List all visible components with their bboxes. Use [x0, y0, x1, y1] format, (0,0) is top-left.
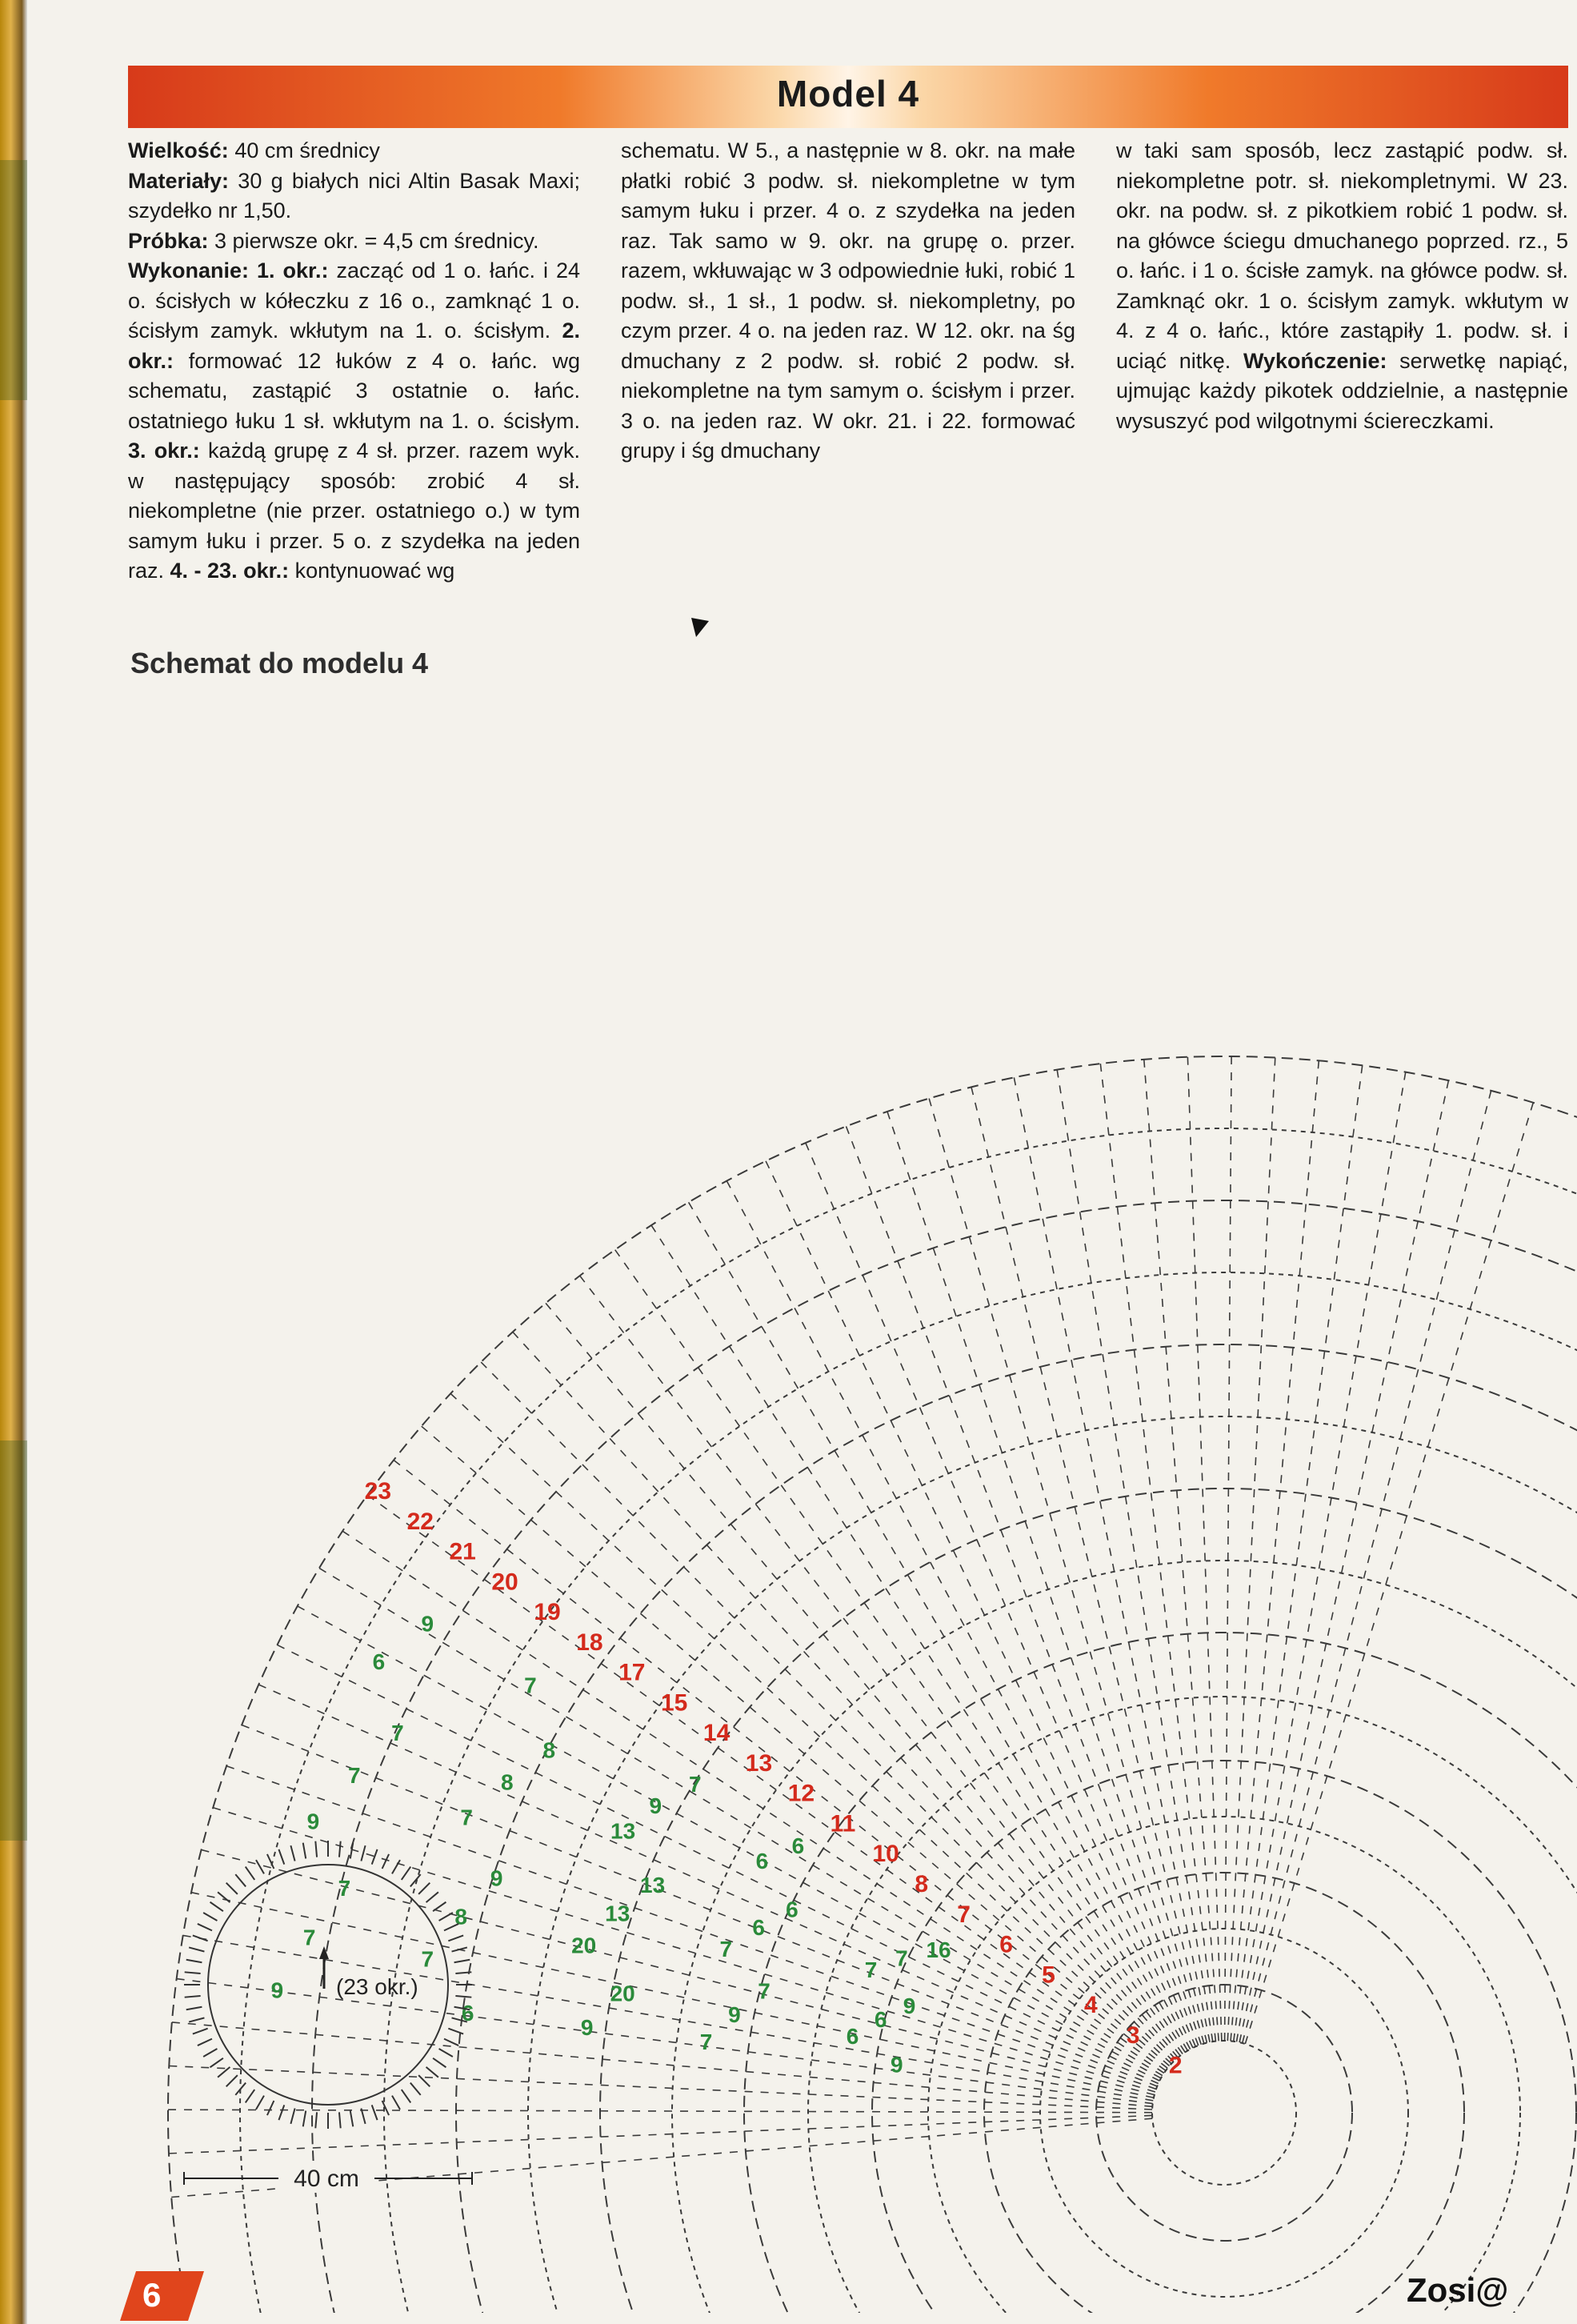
label-round2: 2. okr.:	[128, 319, 580, 373]
row-label-green: 8	[454, 1904, 467, 1929]
label-round3: 3. okr.:	[128, 439, 200, 463]
chart-spoke	[1231, 1060, 1319, 2041]
text-round3: każdą grupę z 4 sł. przer. razem wyk. w następujący sposób: zrobić 4 sł. niekompletne (nie przer. ostatniego o.) w tym samym łuku i przer. 5 o. z szydełka na jeden raz.	[128, 439, 580, 583]
chart-ring	[928, 1817, 1520, 2313]
page-edge	[0, 0, 27, 2324]
picot-mark	[315, 1841, 317, 1857]
picot-mark	[267, 2101, 274, 2115]
chart-spoke	[651, 1225, 1185, 2052]
size-diagram	[160, 1817, 496, 2233]
row-label-red: 8	[915, 1871, 929, 1898]
label-materials: Materiały:	[128, 168, 230, 193]
edge-shade	[0, 160, 27, 400]
edge-shade	[0, 1440, 27, 1841]
row-label-red: 11	[830, 1810, 856, 1837]
row-label-green: 13	[640, 1873, 666, 1898]
row-label-green: 6	[372, 1649, 386, 1674]
picot-mark	[361, 1845, 365, 1861]
chart-spoke	[1243, 1091, 1491, 2043]
picot-mark	[382, 2101, 389, 2115]
picot-mark	[339, 2112, 341, 2128]
row-label-green: 6	[752, 1915, 765, 1941]
row-label-red: 3	[1126, 2021, 1140, 2049]
text-sample: 3 pierwsze okr. = 4,5 cm średnicy.	[208, 228, 539, 253]
picot-mark	[210, 2058, 223, 2067]
picot-mark	[315, 2112, 317, 2128]
picot-mark	[410, 2083, 421, 2095]
picot-mark	[392, 2096, 400, 2110]
picot-mark	[198, 2039, 212, 2046]
row-label-green: 7	[688, 1771, 702, 1797]
picot-mark	[439, 2049, 453, 2057]
row-label-green: 6	[755, 1849, 769, 1874]
chart-spoke	[450, 1393, 1171, 2063]
chart-spoke	[887, 1112, 1201, 2045]
picot-mark	[392, 1860, 400, 1873]
picot-mark	[426, 2067, 438, 2078]
picot-mark	[193, 1935, 208, 1941]
chart-spoke	[1187, 1057, 1221, 2041]
row-label-green: 9	[903, 1993, 916, 2018]
row-label-green: 6	[874, 2007, 887, 2033]
row-label-red: 5	[1042, 1961, 1055, 1989]
row-label-green: 8	[542, 1737, 556, 1763]
picot-mark	[433, 2058, 446, 2067]
row-label-green: 6	[786, 1897, 799, 1922]
chart-spoke	[1236, 1072, 1405, 2042]
picot-mark	[235, 2083, 246, 2095]
row-label-green: 7	[864, 1957, 878, 1982]
chart-spoke	[1245, 1103, 1533, 2044]
row-label-green: 7	[895, 1945, 908, 1971]
picot-mark	[444, 2039, 458, 2046]
chart-spoke	[1100, 1064, 1215, 2042]
page-number: 6	[142, 2276, 162, 2314]
row-label-green: 13	[605, 1901, 630, 1926]
picot-mark	[448, 1935, 463, 1941]
picot-mark	[210, 1902, 223, 1911]
row-label-red: 14	[702, 1720, 730, 1747]
chart-spoke	[422, 1426, 1170, 2066]
picot-mark	[372, 2105, 378, 2120]
text-column-3: w taki sam sposób, lecz zastąpić podw. sł. niekompletne potr. sł. niekompletnymi. W 23. okr. na podw. sł. z pikotkiem robić 1 podw. sł. na główce ściegu dmuchanego poprzed. rz., 5 o. łańc. i 1 o. ścisłe zamyk. na główce podw. sł. Zamknąć okr. 1 o. ścisłym zamyk. wkłutym w 4. z 4 o. łańc., które zastąpiły 1. podw. sł. i uciąć nitkę.	[1116, 138, 1568, 373]
row-label-red: 6	[999, 1931, 1013, 1958]
row-label-red: 19	[534, 1599, 561, 1626]
picot-mark	[246, 2090, 254, 2102]
picot-mark	[203, 1913, 217, 1921]
picot-mark	[303, 2111, 306, 2127]
picot-mark	[382, 1854, 389, 1869]
picot-mark	[193, 2029, 208, 2034]
row-label-red: 21	[449, 1538, 476, 1565]
picot-mark	[426, 1892, 438, 1902]
chart-spoke	[806, 1143, 1195, 2046]
row-label-green: 7	[460, 1805, 473, 1830]
page-title: Model 4	[776, 73, 920, 114]
chart-spoke	[1057, 1070, 1213, 2042]
label-size: Wielkość:	[128, 138, 229, 162]
text-rounds4-23: kontynuować wg	[289, 559, 455, 583]
picot-mark	[278, 1849, 284, 1865]
chart-spoke	[846, 1126, 1198, 2045]
instructions-column-2	[621, 136, 1075, 467]
row-label-red: 10	[872, 1841, 899, 1868]
row-label-red: 22	[406, 1508, 434, 1535]
text-column-2: schematu. W 5., a następnie w 8. okr. na małe płatki robić 3 podw. sł. niekompletne w tym samym łuku i przer. 4 o. z szydełka na jeden raz. Tak samo w 9. okr. na grupę o. przer. razem, wkłuwając w 3 odpowiednie łuki, robić 1 podw. sł., 1 sł., 1 podw. sł. niekompletny, po czym przer. 4 o. na jeden raz. W 12. okr. na śg dmuchany z 2 podw. sł. robić 2 podw. sł. niekompletne na tym samym o. ścisłym i przer. 3 o. na jeden raz. W okr. 21. i 22. formować grupy i śg dmuchany	[621, 138, 1075, 463]
row-label-green: 13	[610, 1818, 636, 1844]
row-label-green: 6	[846, 2024, 859, 2050]
chart-spoke	[1234, 1065, 1363, 2041]
chart-spoke	[766, 1161, 1193, 2048]
row-label-red: 7	[957, 1901, 971, 1928]
row-label-green: 20	[571, 1933, 597, 1958]
chart-spoke	[1144, 1060, 1219, 2041]
picot-mark	[444, 1924, 458, 1930]
picot-mark	[418, 2075, 430, 2086]
picot-mark	[303, 1843, 306, 1859]
chart-spoke	[580, 1276, 1180, 2056]
picot-mark	[350, 2111, 353, 2127]
picot-mark	[439, 1913, 453, 1921]
arrow-head-icon	[319, 1946, 329, 1959]
picot-mark	[198, 1924, 212, 1930]
text-materials: 30 g białych nici Altin Basak Maxi; szydełko nr 1,50.	[128, 168, 580, 222]
picot-mark	[402, 1867, 410, 1880]
chart-spoke	[513, 1332, 1176, 2059]
picot-mark	[235, 1874, 246, 1886]
row-label-green: 9	[306, 1809, 320, 1834]
chart-ring	[672, 1561, 1577, 2313]
instructions-column-1	[128, 136, 580, 587]
row-label-green: 9	[421, 1611, 434, 1637]
text-finishing: serwetkę napiąć, ujmując każdy pikotek oddzielnie, a następnie wysuszyć pod wilgotnymi ściereczkami.	[1116, 348, 1568, 433]
picot-mark	[256, 2096, 264, 2110]
picot-mark	[339, 1841, 341, 1857]
picot-mark	[350, 1843, 353, 1859]
row-label-green: 7	[302, 1925, 316, 1950]
row-label-red: 18	[576, 1629, 603, 1656]
row-label-green: 9	[891, 2052, 903, 2078]
row-label-red: 13	[745, 1749, 773, 1777]
row-label-green: 9	[649, 1793, 662, 1818]
chart-spoke	[1227, 1058, 1275, 2042]
picot-mark	[186, 2007, 202, 2009]
diagram-title: Schemat do modelu 4	[130, 647, 429, 679]
picot-mark	[290, 2109, 294, 2124]
picot-mark	[454, 2007, 470, 2009]
picot-mark	[185, 1972, 201, 1973]
row-label-green: 9	[270, 1977, 284, 2003]
picot-mark	[186, 1960, 202, 1962]
row-label-green: 7	[524, 1673, 537, 1698]
text-size: 40 cm średnicy	[228, 138, 380, 162]
picot-mark	[455, 1996, 471, 1997]
picot-mark	[455, 1972, 471, 1973]
picot-mark	[454, 1960, 470, 1962]
label-execution: Wykonanie: 1. okr.:	[128, 258, 329, 282]
picot-mark	[278, 2105, 284, 2120]
picot-mark	[452, 1947, 467, 1951]
row-label-green: 6	[461, 2001, 474, 2026]
row-label-red: 12	[787, 1780, 815, 1807]
row-label-green: 7	[758, 1978, 770, 2004]
picot-mark	[361, 2109, 365, 2124]
row-label-green: 9	[728, 2002, 741, 2028]
row-label-green: 7	[719, 1936, 733, 1961]
row-label-green: 7	[421, 1946, 434, 1972]
row-note: (23 okr.)	[336, 1974, 418, 1999]
label-sample: Próbka:	[128, 228, 209, 253]
picot-mark	[372, 1849, 378, 1865]
row-label-red: 20	[491, 1569, 518, 1596]
row-label-red: 2	[1168, 2052, 1183, 2079]
row-label-red: 15	[660, 1689, 688, 1717]
picot-mark	[402, 2090, 410, 2102]
row-label-green: 7	[391, 1721, 404, 1746]
chart-ring	[384, 1272, 1577, 2313]
chart-spoke	[1225, 1056, 1231, 2041]
page-number-wrapper	[120, 2271, 204, 2321]
picot-mark	[203, 2049, 217, 2057]
row-label-red: 17	[618, 1659, 646, 1686]
picot-mark	[189, 2017, 204, 2021]
chart-ring	[984, 1873, 1464, 2313]
picot-mark	[189, 1947, 204, 1951]
size-label: 40 cm	[294, 2166, 359, 2192]
row-label-green: 6	[791, 1833, 805, 1859]
row-label-green: 20	[610, 1981, 635, 2006]
picot-mark	[218, 2067, 230, 2078]
row-label-green: 7	[699, 2029, 713, 2054]
picot-mark	[452, 2017, 467, 2021]
picot-mark	[256, 1860, 264, 1873]
label-finishing: Wykończenie:	[1243, 348, 1387, 373]
text-round2: formować 12 łuków z 4 o. łańc. wg schematu, zastąpić 3 ostatnie o. łańc. ostatniego łuku 1 sł. wkłutym na 1. o. ścisłym.	[128, 348, 580, 433]
chart-spoke	[1239, 1080, 1448, 2042]
row-label-green: 7	[338, 1876, 351, 1901]
text-execution: zacząć od 1 o. łańc. i 24 o. ścisłych w kółeczku z 16 o., zamknąć 1 o. ścisłym zamyk. wkłutym na 1. o. ścisłym.	[128, 258, 580, 343]
picot-mark	[226, 1883, 238, 1894]
row-label-green: 9	[580, 2015, 594, 2041]
chart-spoke	[615, 1250, 1183, 2054]
picot-mark	[267, 1854, 274, 1869]
picot-mark	[226, 2075, 238, 2086]
picot-mark	[410, 1874, 421, 1886]
chart-ring	[808, 1697, 1577, 2313]
picot-mark	[290, 1845, 294, 1861]
picot-mark	[433, 1902, 446, 1911]
picot-mark	[418, 1883, 430, 1894]
row-label-red: 4	[1084, 1992, 1098, 2019]
row-label-green: 8	[501, 1769, 514, 1795]
chart-spoke	[971, 1087, 1207, 2042]
picot-mark	[185, 1996, 201, 1997]
label-rounds4-23: 4. - 23. okr.:	[170, 559, 290, 583]
row-label-green: 7	[348, 1762, 361, 1788]
watermark: Zosi@	[1407, 2271, 1509, 2309]
header-bar	[128, 66, 1568, 128]
picot-mark	[448, 2029, 463, 2034]
row-label-red: 23	[364, 1478, 392, 1505]
picot-mark	[218, 1892, 230, 1902]
picot-mark	[246, 1867, 254, 1880]
row-label-green: 16	[926, 1937, 951, 1963]
row-label-green: 9	[490, 1865, 503, 1891]
instructions-column-3	[1116, 136, 1568, 436]
chart-ring	[312, 1200, 1577, 2313]
